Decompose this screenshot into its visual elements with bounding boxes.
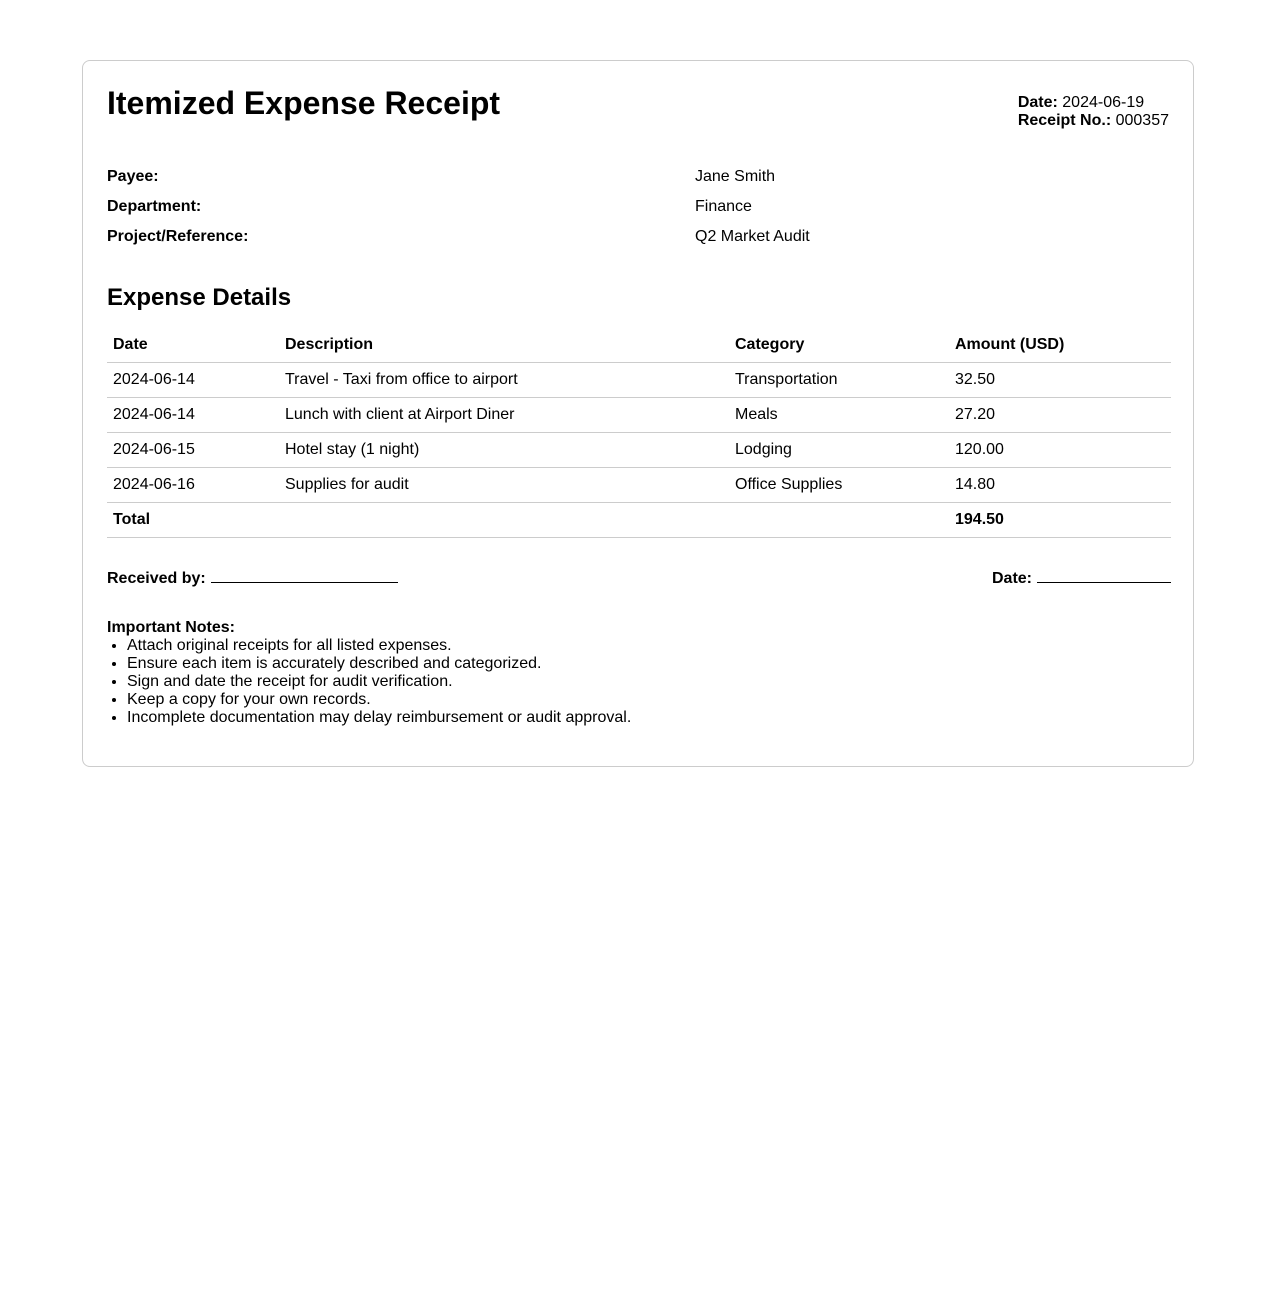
- notes-list: [107, 637, 631, 727]
- total-label: Total: [107, 503, 279, 538]
- payee-info: [107, 166, 1171, 256]
- cell-date: 2024-06-14: [107, 398, 279, 433]
- column-header-amount: Amount (USD): [949, 328, 1171, 363]
- important-notes: [107, 619, 631, 727]
- cell-category: Transportation: [729, 363, 949, 398]
- total-row: [107, 503, 1171, 538]
- cell-category: Lodging: [729, 433, 949, 468]
- list-item: • Ensure each item is accurately described and categorized.: [127, 655, 631, 673]
- list-item: • Incomplete documentation may delay reimbursement or audit approval.: [127, 709, 631, 727]
- payee-value: Jane Smith: [695, 168, 776, 185]
- cell-description: Travel - Taxi from office to airport: [279, 363, 729, 398]
- cell-amount: 32.50: [949, 363, 1171, 398]
- cell-amount: 120.00: [949, 433, 1171, 468]
- list-item: • Sign and date the receipt for audit verification.: [127, 673, 631, 691]
- receipt-meta: [1018, 94, 1169, 130]
- cell-amount: 27.20: [949, 398, 1171, 433]
- column-header-category: Category: [729, 328, 949, 363]
- cell-date: 2024-06-15: [107, 433, 279, 468]
- page-title: Itemized Expense Receipt: [107, 85, 501, 121]
- info-row-payee: [107, 166, 1171, 196]
- receipt-number-label: Receipt No.:: [1017, 112, 1112, 129]
- received-by: [107, 568, 398, 589]
- department-value: Finance: [695, 198, 752, 215]
- cell-category: Meals: [729, 398, 949, 433]
- total-empty-cell: [279, 503, 729, 538]
- receipt-date-label: Date:: [1017, 94, 1058, 111]
- info-row-project: [107, 226, 1171, 256]
- list-item: • Attach original receipts for all listed expenses.: [127, 637, 631, 655]
- receipt-date: [1018, 94, 1169, 112]
- info-row-department: [107, 196, 1171, 226]
- receipt-number-value: 000357: [1115, 112, 1169, 129]
- total-empty-cell: [729, 503, 949, 538]
- received-by-label: Received by:: [107, 570, 206, 587]
- cell-description: Hotel stay (1 night): [279, 433, 729, 468]
- table-header-row: [107, 328, 1171, 363]
- signature-date: [992, 568, 1171, 589]
- department-label: Department:: [107, 198, 202, 215]
- signature-date-line: [1037, 568, 1171, 583]
- payee-label: Payee:: [107, 168, 159, 185]
- receipt-number: [1018, 112, 1169, 130]
- receipt-date-value: 2024-06-19: [1062, 94, 1145, 111]
- table-row: [107, 433, 1171, 468]
- cell-amount: 14.80: [949, 468, 1171, 503]
- cell-category: Office Supplies: [729, 468, 949, 503]
- table-row: [107, 398, 1171, 433]
- expense-receipt: [82, 60, 1194, 767]
- list-item: • Keep a copy for your own records.: [127, 691, 631, 709]
- cell-date: 2024-06-16: [107, 468, 279, 503]
- cell-date: 2024-06-14: [107, 363, 279, 398]
- column-header-date: Date: [107, 328, 279, 363]
- table-row: [107, 363, 1171, 398]
- signature-date-label: Date:: [991, 570, 1032, 587]
- column-header-description: Description: [279, 328, 729, 363]
- cell-description: Lunch with client at Airport Diner: [279, 398, 729, 433]
- received-by-signature-line: [211, 568, 398, 583]
- project-label: Project/Reference:: [107, 228, 249, 245]
- section-title-expense-details: Expense Details: [107, 284, 292, 311]
- total-value: 194.50: [949, 503, 1171, 538]
- cell-description: Supplies for audit: [279, 468, 729, 503]
- table-row: [107, 468, 1171, 503]
- expense-table: [107, 328, 1171, 538]
- project-value: Q2 Market Audit: [695, 228, 810, 245]
- notes-title: Important Notes:: [107, 619, 235, 636]
